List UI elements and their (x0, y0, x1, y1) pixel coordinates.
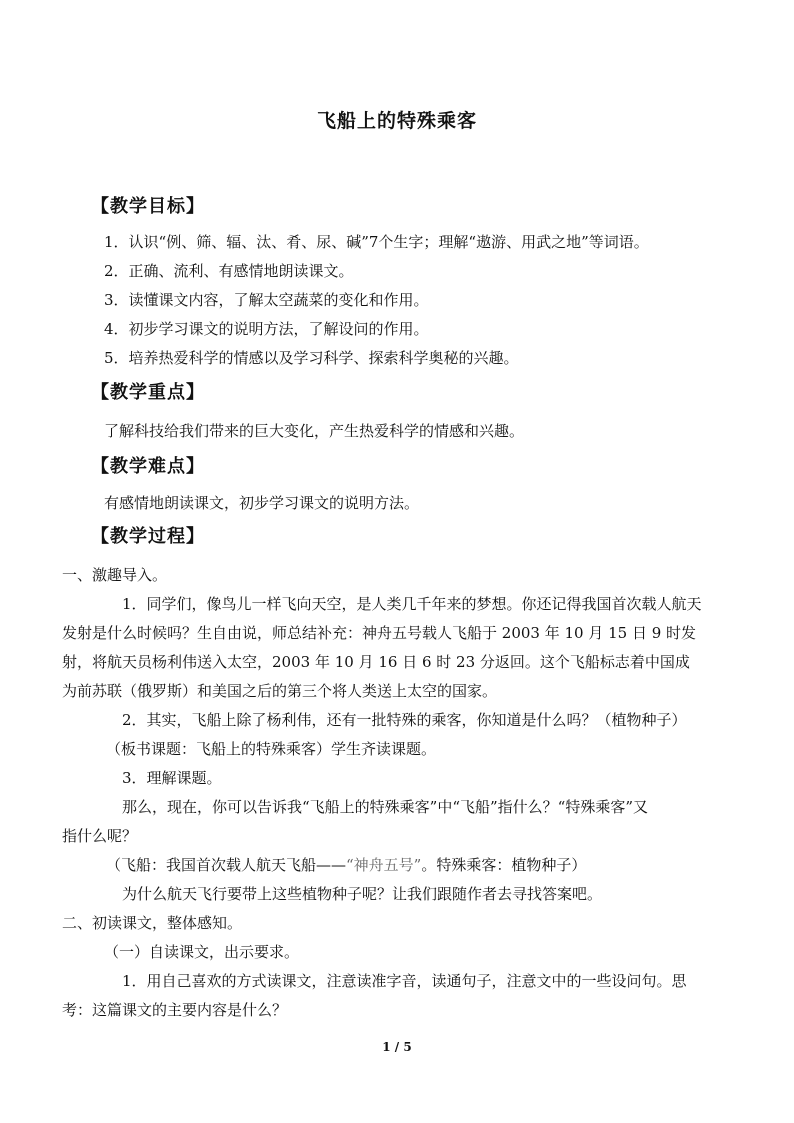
answer-note-part-3: 。特殊乘客：植物种子） (421, 856, 587, 874)
paragraph-2-line-2: （板书课题：飞船上的特殊乘客）学生齐读课题。 (106, 740, 437, 758)
goal-item-1: 1．认识“例、筛、辐、汰、肴、尿、碱”7个生字；理解“遨游、用武之地”等词语。 (104, 233, 649, 251)
paragraph-4-line-2: 指什么呢？ (62, 827, 138, 845)
section-2-heading: 二、初读课文，整体感知。 (62, 914, 243, 932)
goal-item-5: 5．培养热爱科学的情感以及学习科学、探索科学奥秘的兴趣。 (104, 349, 519, 367)
section-1-heading: 一、激趣导入。 (62, 566, 168, 584)
heading-key-points: 【教学重点】 (91, 382, 205, 403)
paragraph-3: 3．理解课题。 (122, 769, 222, 787)
goal-item-3: 3．读懂课文内容，了解太空蔬菜的变化和作用。 (104, 291, 429, 309)
paragraph-6-line-2: 考：这篇课文的主要内容是什么？ (62, 1001, 288, 1019)
paragraph-4-line-1: 那么，现在，你可以告诉我“飞船上的特殊乘客”中“飞船”指什么？“特殊乘客”又 (122, 798, 649, 816)
key-points-text: 了解科技给我们带来的巨大变化，产生热爱科学的情感和兴趣。 (104, 422, 525, 440)
paragraph-1-line-1: 1．同学们，像鸟儿一样飞向天空，是人类几千年来的梦想。你还记得我国首次载人航天 (122, 595, 702, 613)
heading-difficulties: 【教学难点】 (91, 456, 205, 477)
answer-note (106, 855, 586, 875)
paragraph-5: 为什么航天飞行要带上这些植物种子呢？让我们跟随作者去寻找答案吧。 (122, 885, 603, 903)
goal-item-4: 4．初步学习课文的说明方法，了解设问的作用。 (104, 320, 429, 338)
paragraph-1-line-2: 发射是什么时候吗？生自由说，师总结补充：神舟五号载人飞船于 2003 年 10 月 15 日 9 时发 (62, 624, 697, 642)
paragraph-2-line-1: 2．其实，飞船上除了杨利伟，还有一批特殊的乘客，你知道是什么吗？（植物种子） (122, 711, 687, 729)
heading-teaching-goals: 【教学目标】 (91, 196, 205, 217)
answer-note-part-1: （飞船：我国首次载人航天飞船—— (106, 856, 347, 874)
answer-note-quote: “神舟五号” (346, 856, 422, 874)
goal-item-2: 2．正确、流利、有感情地朗读课文。 (104, 262, 354, 280)
difficulties-text: 有感情地朗读课文，初步学习课文的说明方法。 (104, 494, 420, 512)
paragraph-1-line-4: 为前苏联（俄罗斯）和美国之后的第三个将人类送上太空的国家。 (62, 682, 498, 700)
paragraph-6-line-1: 1．用自己喜欢的方式读课文，注意读准字音，读通句子，注意文中的一些设问句。思 (122, 972, 687, 990)
subsection-1-heading: （一）自读课文，出示要求。 (104, 943, 300, 961)
document-title: 飞船上的特殊乘客 (316, 110, 477, 132)
heading-teaching-process: 【教学过程】 (91, 526, 205, 547)
page-number: 1 / 5 (382, 1040, 412, 1054)
paragraph-1-line-3: 射，将航天员杨利伟送入太空，2003 年 10 月 16 日 6 时 23 分返回。这个飞船标志着中国成 (62, 653, 690, 671)
